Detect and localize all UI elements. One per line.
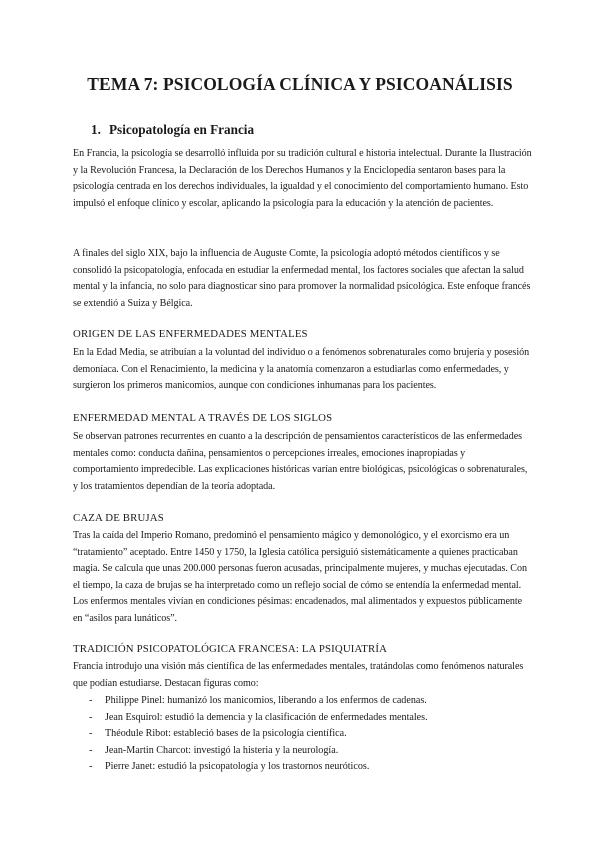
subsection-heading-witch-hunt: CAZA DE BRUJAS <box>73 512 164 524</box>
figures-list <box>73 693 428 776</box>
subsection-text-origin: En la Edad Media, se atribuían a la voluntad del individuo o a fenómenos sobrenaturales como brujería y posesión demoníaca. Con el Renacimiento, la medicina y la anatomía comenzaron a estudiarlas como enfermedades, y surgieron los primeros manicomios, aunque con condiciones inhumanas para los pacientes. <box>73 347 530 392</box>
subsection-heading-centuries: ENFERMEDAD MENTAL A TRAVÉS DE LOS SIGLOS <box>73 412 333 424</box>
section-title: Psicopatología en Francia <box>109 122 255 137</box>
list-item <box>73 759 428 776</box>
list-item-text: Théodule Ribot: estableció bases de la psicología científica. <box>105 728 347 740</box>
subsection-text-centuries: Se observan patrones recurrentes en cuanto a la descripción de pensamientos característicos de las enfermedades mentales como: conducta dañina, pensamientos o percepciones irreales, emociones inapropiadas y comportamiento impredecible. Las explicaciones históricas varían entre biológicas, psicológicas o sobrenaturales, y los tratamientos dependían de la teoría adoptada. <box>73 431 528 492</box>
list-dash: - <box>89 761 93 773</box>
list-item <box>73 743 428 760</box>
list-item <box>73 693 428 710</box>
list-dash: - <box>89 744 93 756</box>
list-item-text: Pierre Janet: estudió la psicopatología y los trastornos neuróticos. <box>105 761 370 773</box>
subsection-heading-origin: ORIGEN DE LAS ENFERMEDADES MENTALES <box>73 328 308 340</box>
subsection-text-witch-hunt: Tras la caída del Imperio Romano, predominó el pensamiento mágico y demonológico, y el exorcismo era un “tratamiento” aceptado. Entre 1450 y 1750, la Iglesia católica persiguió sistemáticamente a quienes practicaban magia. Se calcula que unas 200.000 personas fueron acusadas, principalmente mujeres, y muchas ejecutadas. Con el tiempo, la caza de brujas se ha interpretado como un reflejo social de cómo se entendía la enfermedad mental. Los enfermos mentales vivían en condiciones pésimas: encadenados, mal alimentados y expuestos públicamente en “asilos para lunáticos”. <box>73 530 527 624</box>
intro-paragraph-1: En Francia, la psicología se desarrolló influida por su tradición cultural e historia intelectual. Durante la Ilustración y la Revolución Francesa, la Declaración de los Derechos Humanos y la Enciclopedia sentaron bases para la psicología centrada en los derechos individuales, la igualdad y el conocimiento del comportamiento humano. Esto impulsó el enfoque clínico y escolar, aplicando la psicología para la educación y la atención de pacientes. <box>73 148 532 209</box>
list-dash: - <box>89 695 93 706</box>
subsection-heading-psychiatry: TRADICIÓN PSICOPATOLÓGICA FRANCESA: LA PSIQUIATRÍA <box>73 643 388 655</box>
list-item-text: Jean Esquirol: estudió la demencia y la clasificación de enfermedades mentales. <box>105 711 428 723</box>
document-title: TEMA 7: PSICOLOGÍA CLÍNICA Y PSICOANÁLISIS <box>87 74 513 94</box>
list-item-text: Philippe Pinel: humanizó los manicomios, liberando a los enfermos de cadenas. <box>105 695 427 706</box>
list-item <box>73 726 428 743</box>
section-heading <box>91 122 254 138</box>
list-dash: - <box>89 728 93 740</box>
list-dash: - <box>89 711 93 723</box>
list-item-text: Jean-Martin Charcot: investigó la histeria y la neurología. <box>105 744 339 756</box>
list-item <box>73 710 428 727</box>
subsection-text-psychiatry: Francia introdujo una visión más científica de las enfermedades mentales, tratándolas como fenómenos naturales que podían estudiarse. Destacan figuras como: <box>73 661 524 689</box>
section-number: 1. <box>91 122 101 137</box>
intro-paragraph-2: A finales del siglo XIX, bajo la influencia de Auguste Comte, la psicología adoptó métodos científicos y se consolidó la psicopatología, enfocada en estudiar la enfermedad mental, los factores sociales que afectan la salud mental y la infancia, no solo para diagnosticar sino para promover la normalidad psicológica. Este enfoque francés se extendió a Suiza y Bélgica. <box>73 248 531 309</box>
